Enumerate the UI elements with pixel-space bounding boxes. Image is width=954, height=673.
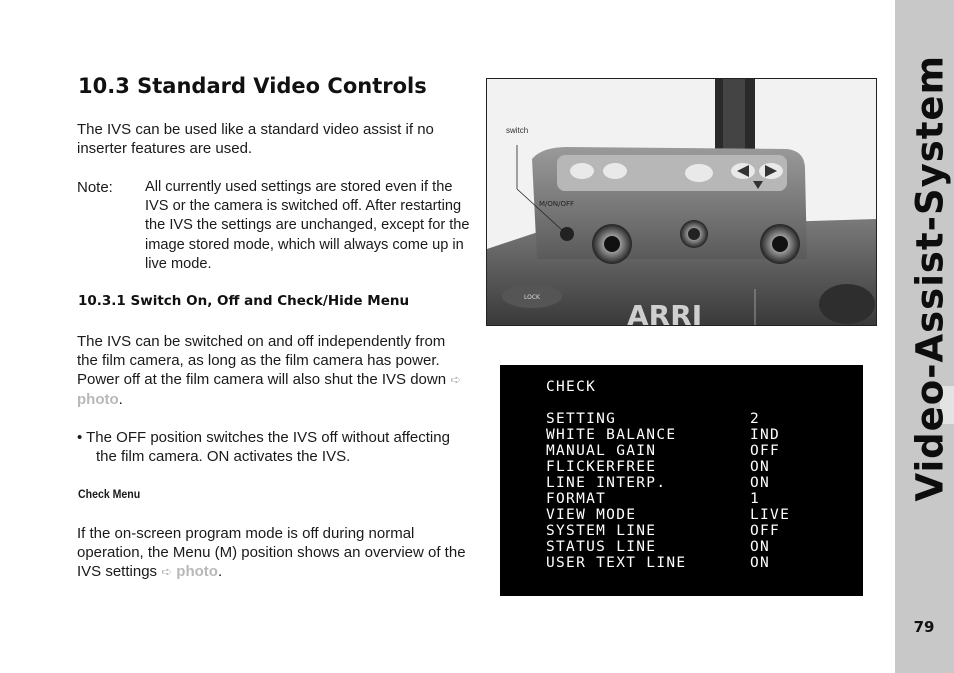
ivs-photo [486,78,877,326]
menu-row-key: FORMAT [546,491,607,507]
note-text: All currently used settings are stored even if the IVS or the camera is switched off. After restarting the IVS the settings are unchanged, except for the image stored mode, which will always come up in live mode. [145,179,470,272]
menu-row-value: ON [750,539,771,555]
menu-row-value: LIVE [750,507,791,523]
subsection-heading: 10.3.1 Switch On, Off and Check/Hide Menu [78,293,410,309]
menu-row [546,539,846,555]
page-number: 79 [913,618,935,636]
check-menu-screen [500,365,863,596]
power-paragraph [77,332,467,409]
bullet-item [77,428,467,466]
ivs-photo-drawing [487,79,876,325]
panel-mode-text: M/ON/OFF [539,200,575,208]
menu-row-value: ON [750,459,771,475]
arrow-icon: ➪ [450,372,462,388]
bullet-line-2: the film camera. ON activates the IVS. [96,448,351,466]
menu-title: CHECK [546,379,597,395]
menu-row-key: MANUAL GAIN [546,443,657,459]
menu-row [546,475,846,491]
sidebar-title-text: Video-Assist-System [908,54,952,502]
menu-row-key: FLICKERFREE [546,459,657,475]
menu-row [546,427,846,443]
menu-row [546,459,846,475]
menu-row-value: IND [750,427,781,443]
note-block [77,178,472,274]
switch-knob-shape [560,227,574,241]
menu-rows [546,411,846,571]
check-text: If the on-screen program mode is off during normal operation, the Menu (M) position shows an overview of the IVS settings [77,525,466,581]
menu-row-value: ON [750,475,771,491]
intro-paragraph: The IVS can be used like a standard video assist if no inserter features are used. [77,121,434,158]
menu-row-key: SYSTEM LINE [546,523,657,539]
menu-row-key: STATUS LINE [546,539,657,555]
menu-row-value: ON [750,555,771,571]
switch-callout-label: switch [506,126,529,135]
power-end: . [118,390,123,408]
menu-row-key: SETTING [546,411,617,427]
photo-link[interactable]: photo [77,390,119,408]
photo-link[interactable]: photo [176,563,218,581]
check-menu-heading: Check Menu [78,487,141,501]
arri-brand-text: ARRI [627,299,703,325]
lock-label: LOCK [524,294,540,301]
menu-row-value: OFF [750,443,781,459]
menu-row-key: VIEW MODE [546,507,637,523]
section-heading: 10.3 Standard Video Controls [78,74,427,98]
menu-row-value: 2 [750,411,761,427]
menu-row-key: WHITE BALANCE [546,427,677,443]
arrow-icon: ➪ [161,564,173,580]
menu-row [546,411,846,427]
check-paragraph [77,524,467,582]
menu-row-value: OFF [750,523,781,539]
menu-row [546,555,846,571]
menu-row [546,507,846,523]
power-text: The IVS can be switched on and off independently from the film camera, as long as the film camera has power. Power off at the film camera will also shut the IVS down [77,333,447,389]
menu-row-key: USER TEXT LINE [546,555,687,571]
menu-row [546,523,846,539]
menu-row-key: LINE INTERP. [546,475,667,491]
menu-row-value: 1 [750,491,761,507]
check-end: . [217,563,223,581]
menu-row [546,491,846,507]
menu-row [546,443,846,459]
note-label: Note: [77,179,113,196]
bullet-line-1: • The OFF position switches the IVS off without affecting [77,429,450,446]
